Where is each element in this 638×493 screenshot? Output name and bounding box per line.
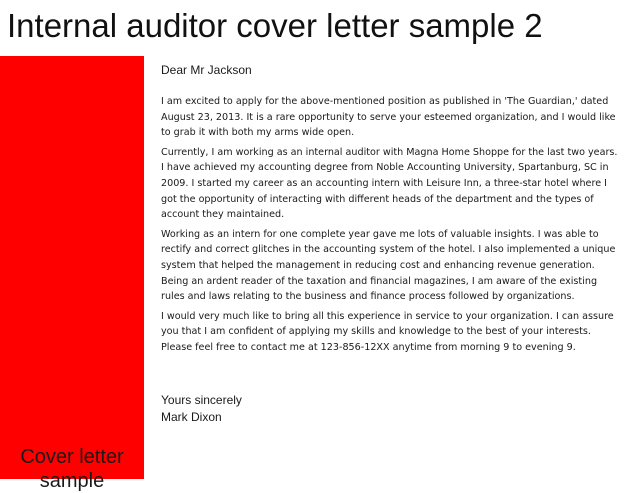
side-panel-label-line2: sample: [39, 470, 105, 492]
letter-paragraph-1: I am excited to apply for the above-mentioned position as published in 'The Guardian,' dated August 23, 2013. It is a rare opportunity to serve your esteemed organization, and I would like to grab it with both my arms wide open.: [161, 96, 616, 139]
letter-salutation: Dear Mr Jackson: [161, 63, 252, 77]
side-panel-label-line1: Cover letter: [20, 446, 124, 468]
letter-closing-block: [161, 392, 242, 426]
letter-closing: Yours sincerely: [161, 393, 242, 407]
slide-title: Internal auditor cover letter sample 2: [7, 7, 543, 44]
letter-body: [161, 60, 623, 424]
letter-paragraph-2: Currently, I am working as an internal auditor with Magna Home Shoppe for the last two years. I have achieved my accounting degree from Noble Accounting University, Spartanburg, SC in 2009. I started my career as an accounting intern with Leisure Inn, a three-star hotel where I got the opportunity of interacting with different heads of the department and the types of account they maintained.: [161, 146, 618, 221]
letter-paragraph-3: Working as an intern for one complete year gave me lots of valuable insights. I was able to rectify and correct glitches in the accounting system of the hotel. I also implemented a unique system that helped the management in reducing cost and enhancing revenue generation. Being an ardent reader of the taxation and financial magazines, I am aware of the existing rules and laws relating to the business and finance process followed by organizations.: [161, 228, 616, 303]
side-panel-label: [0, 445, 144, 493]
letter-signature: Mark Dixon: [161, 410, 222, 424]
letter-paragraph-4: I would very much like to bring all this experience in service to your organization. I can assure you that I am confident of applying my skills and knowledge to the best of your interests. Please feel free to contact me at 123-856-12XX anytime from morning 9 to evening 9.: [161, 310, 614, 353]
side-panel: [0, 56, 144, 492]
